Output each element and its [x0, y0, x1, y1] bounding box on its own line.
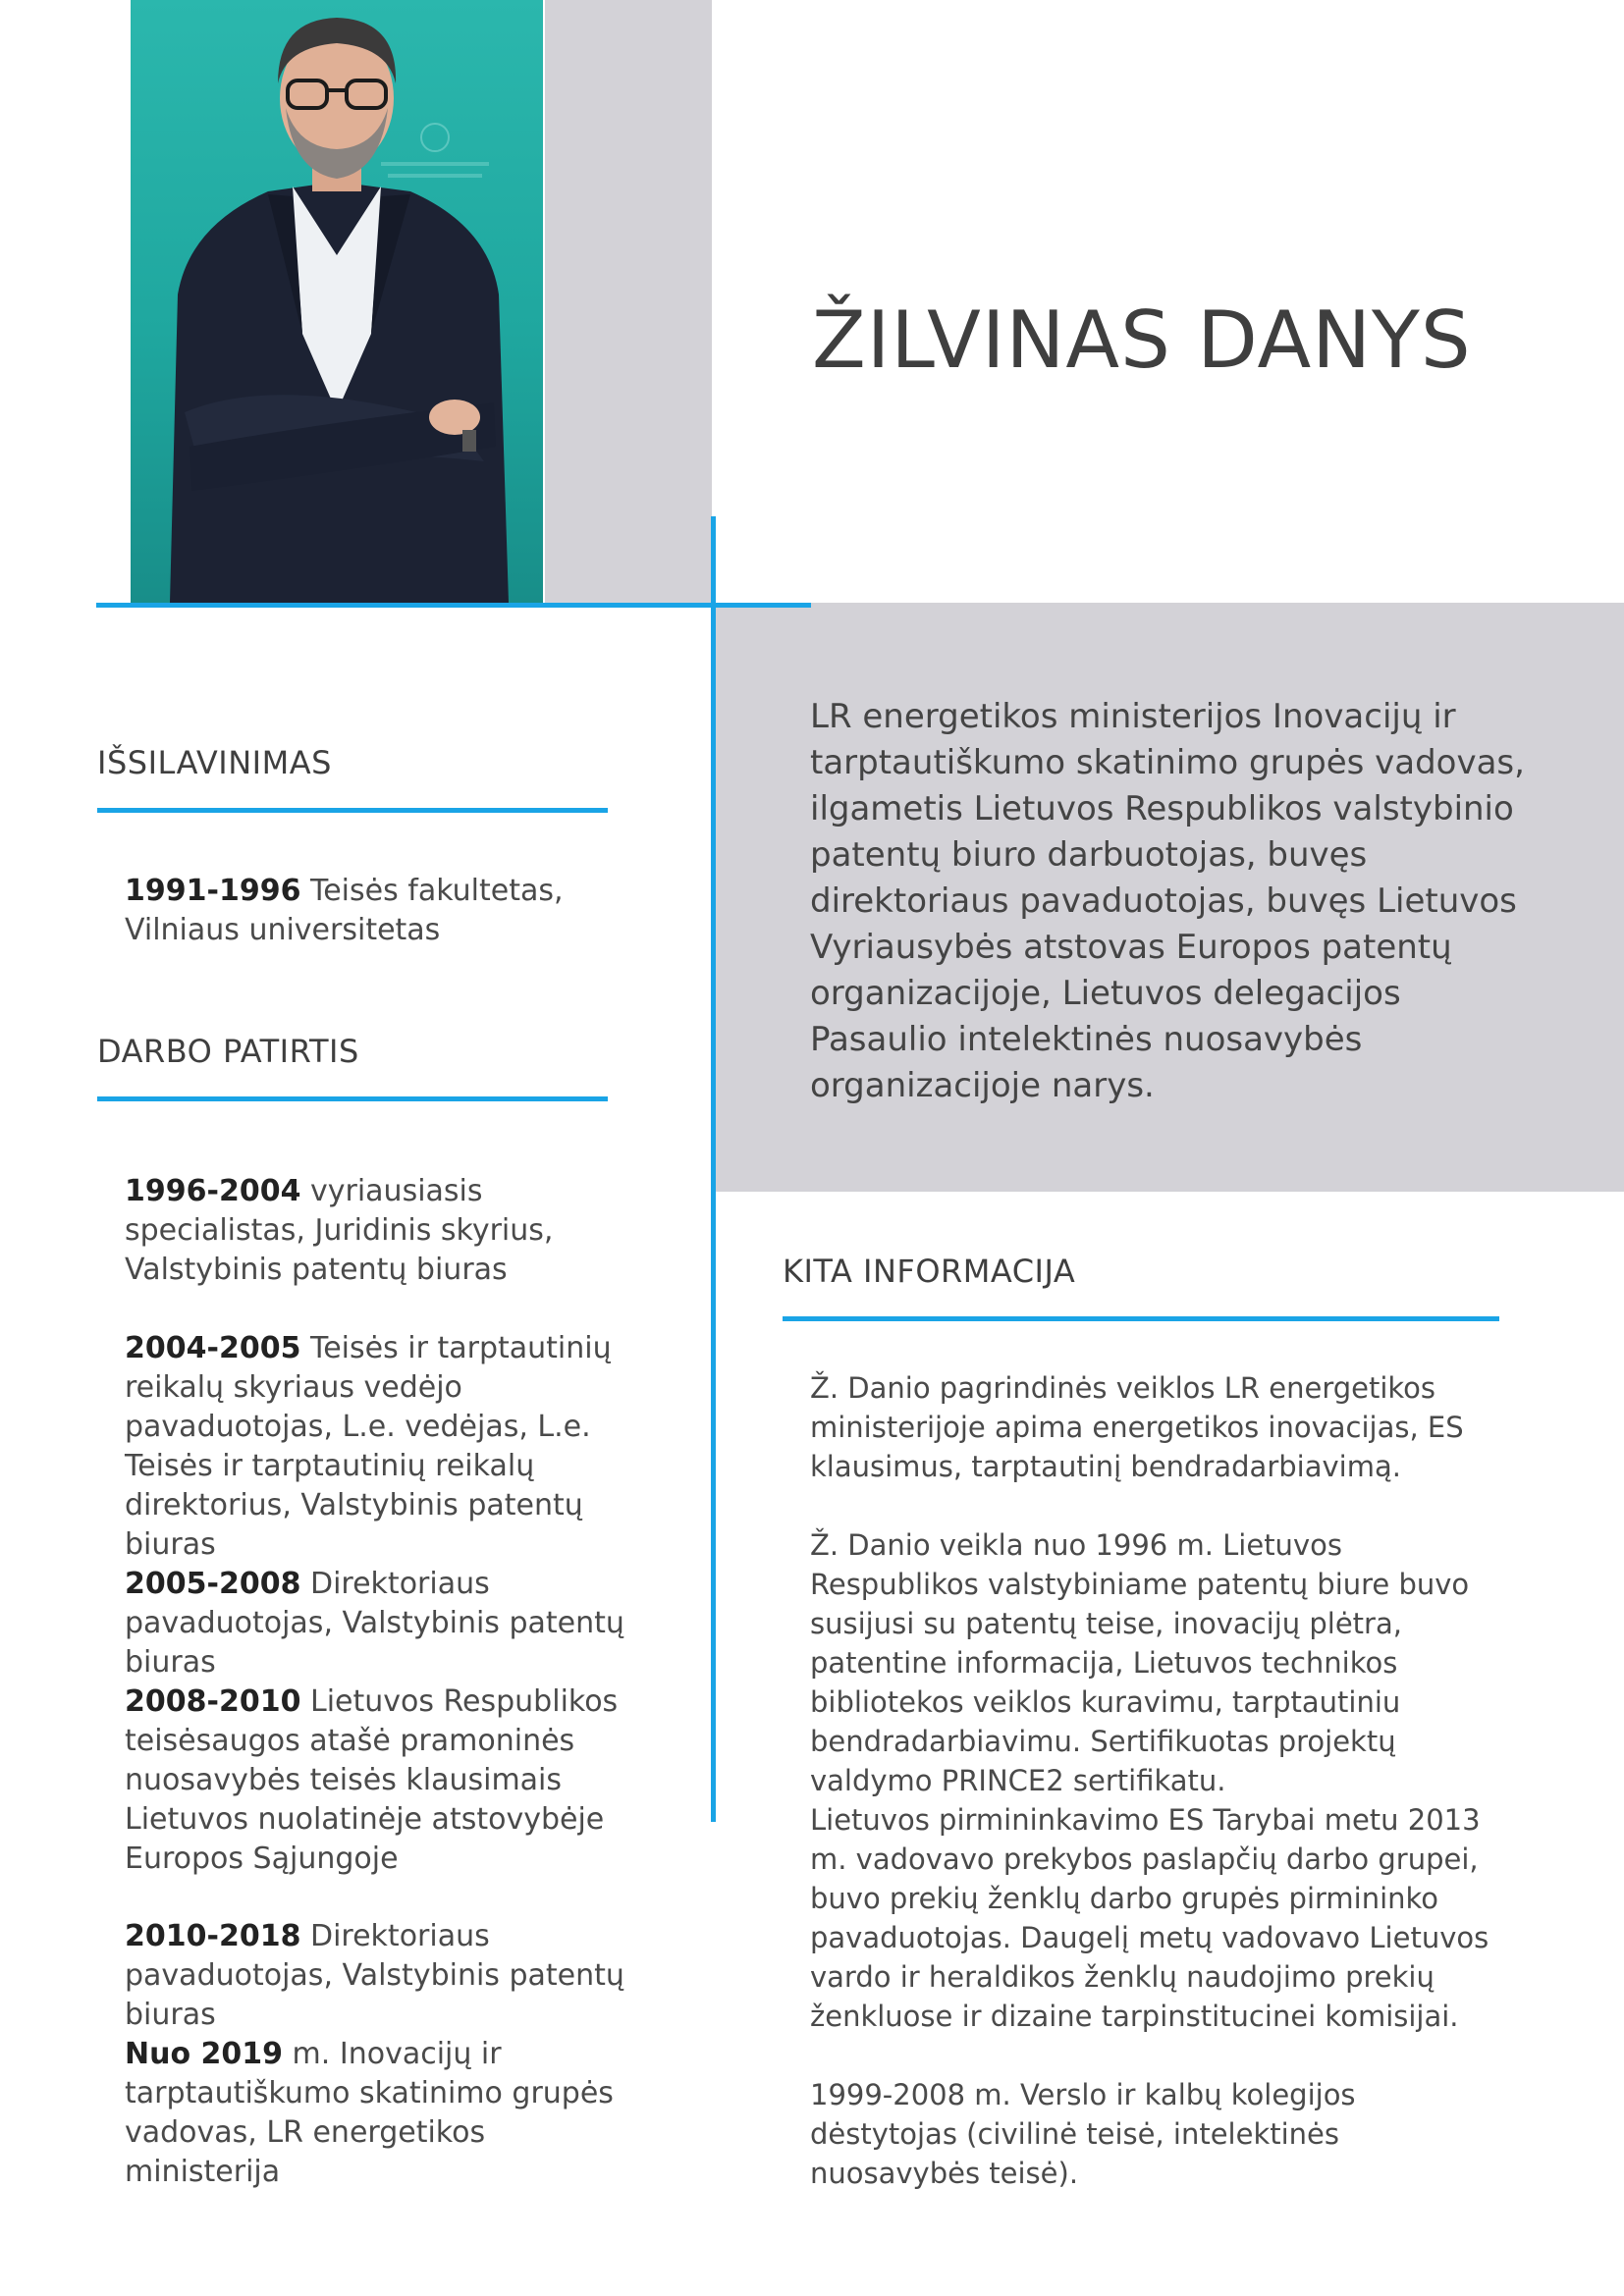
entry-text: Direktoriaus pavaduotojas, Valstybinis patentų biuras	[125, 1919, 624, 2032]
work-entry	[125, 1565, 635, 1682]
entry-text: Direktoriaus pavaduotojas, Valstybinis patentų biuras	[125, 1567, 624, 1680]
entry-years: 1996-2004	[125, 1174, 301, 1208]
work-rule	[97, 1096, 608, 1101]
work-entry	[125, 1172, 621, 1290]
other-info-paragraph: Ž. Danio pagrindinės veiklos LR energetikos ministerijoje apima energetikos inovacijas, ES klausimus, tarptautinį bendradarbiavimą.	[810, 1371, 1464, 1483]
entry-years: 1991-1996	[125, 874, 301, 908]
entry-years: 2010-2018	[125, 1919, 301, 1953]
portrait-photo	[131, 0, 543, 603]
person-name: ŽILVINAS DANYS	[812, 294, 1472, 386]
work-entry	[125, 1917, 635, 2035]
other-info-rule	[783, 1316, 1499, 1321]
work-entry	[125, 2035, 625, 2192]
entry-years: 2005-2008	[125, 1567, 301, 1601]
entry-years: 2004-2005	[125, 1331, 301, 1365]
portrait-illustration	[131, 0, 543, 603]
other-info-title: KITA INFORMACIJA	[783, 1253, 1076, 1290]
entry-text: Teisės ir tarptautinių reikalų skyriaus vedėjo pavaduotojas, L.e. vedėjas, L.e. Teisės ir tarptautinių reikalų direktorius, Valstybinis patentų biuras	[125, 1331, 612, 1562]
work-title: DARBO PATIRTIS	[97, 1033, 359, 1070]
entry-years: Nuo 2019	[125, 2037, 284, 2071]
entry-text: Lietuvos Respublikos teisėsaugos atašė pramoninės nuosavybės teisės klausimais Lietuvos nuolatinėje atstovybėje Europos Sąjungoje	[125, 1684, 619, 1876]
work-entry	[125, 1682, 635, 1879]
education-title: IŠSILAVINIMAS	[97, 744, 332, 781]
entry-text: m. Inovacijų ir tarptautiškumo skatinimo grupės vadovas, LR energetikos ministerija	[125, 2037, 614, 2189]
intro-text: LR energetikos ministerijos Inovacijų ir tarptautiškumo skatinimo grupės vadovas, ilgametis Lietuvos Respublikos valstybinio patentų biuro darbuotojas, buvęs direktoriaus pavaduotojas, buvęs Lietuvos Vyriausybės atstovas Europos patentų organizacijoje, Lietuvos delegacijos Pasaulio intelektinės nuosavybės organizacijoje narys.	[810, 697, 1525, 1105]
horizontal-divider	[96, 603, 811, 608]
other-info-paragraph: Lietuvos pirmininkavimo ES Tarybai metu 2013 m. vadovavo prekybos paslapčių darbo grupei, buvo prekių ženklų darbo grupės pirmininko pavaduotojas. Daugelį metų vadovavo Lietuvos vardo ir heraldikos ženklų naudojimo prekių ženkluose ir dizaine tarpinstitucinei komisijai.	[810, 1803, 1489, 2033]
education-entry	[125, 872, 586, 950]
education-rule	[97, 808, 608, 813]
gray-panel-top	[545, 0, 712, 603]
entry-years: 2008-2010	[125, 1684, 301, 1719]
other-info-paragraph: Ž. Danio veikla nuo 1996 m. Lietuvos Respublikos valstybiniame patentų biure buvo susijusi su patentų teise, inovacijų plėtra, patentine informacija, Lietuvos technikos bibliotekos veiklos kuravimu, tarptautiniu bendradarbiavimu. Sertifikuotas projektų valdymo PRINCE2 sertifikatu.	[810, 1528, 1470, 1797]
other-info-paragraph: 1999-2008 m. Verslo ir kalbų kolegijos dėstytojas (civilinė teisė, intelektinės nuosavybės teisė).	[810, 2078, 1356, 2190]
entry-text: vyriausiasis specialistas, Juridinis skyrius, Valstybinis patentų biuras	[125, 1174, 554, 1287]
work-entry	[125, 1329, 635, 1565]
vertical-divider	[711, 516, 716, 1822]
entry-text: Teisės fakultetas, Vilniaus universitetas	[125, 874, 564, 947]
